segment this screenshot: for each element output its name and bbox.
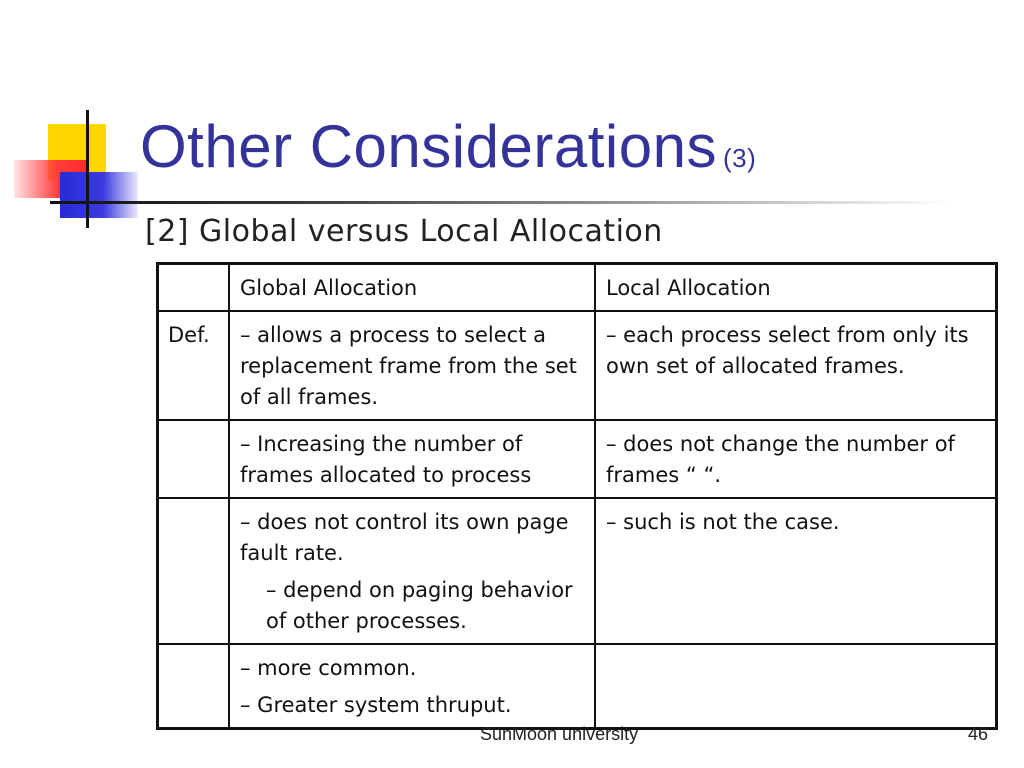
local-cell: [595, 498, 997, 644]
cell-text: – Increasing the number of frames allocated to process: [240, 432, 532, 487]
cell-text: – does not change the number of frames “ “.: [606, 432, 955, 487]
table-row: [158, 644, 997, 729]
local-cell: [595, 311, 997, 420]
table-row: [158, 498, 997, 644]
logo-blue-square: [60, 172, 138, 218]
header-cell-local: Local Allocation: [595, 264, 997, 312]
footer-organization: SunMoon university: [480, 724, 639, 744]
row-label-cell: [158, 644, 230, 729]
global-cell: [229, 311, 595, 420]
logo-vertical-line: [86, 110, 89, 228]
row-label-cell: Def.: [158, 311, 230, 420]
global-cell: [229, 498, 595, 644]
cell-text-indented: – depend on paging behavior of other processes.: [266, 578, 573, 633]
global-cell: [229, 420, 595, 498]
cell-text: – allows a process to select a replacement frame from the set of all frames.: [240, 323, 577, 409]
slide-logo-decoration: [0, 0, 160, 240]
row-label-cell: [158, 498, 230, 644]
table-row: [158, 311, 997, 420]
title-underline: [50, 201, 950, 204]
header-cell-empty: [158, 264, 230, 312]
cell-text: – Greater system thruput.: [240, 693, 512, 717]
header-cell-global: Global Allocation: [229, 264, 595, 312]
slide-title: [140, 112, 756, 181]
global-cell: [229, 644, 595, 729]
allocation-table: [156, 262, 998, 730]
table-header-row: [158, 264, 997, 312]
slide-title-text: Other Considerations: [140, 113, 717, 180]
row-label-cell: [158, 420, 230, 498]
local-cell: [595, 420, 997, 498]
cell-text: – each process select from only its own set of allocated frames.: [606, 323, 969, 378]
local-cell: [595, 644, 997, 729]
cell-text: – more common.: [240, 656, 417, 680]
cell-text: – such is not the case.: [606, 510, 840, 534]
slide-title-number: (3): [722, 143, 757, 173]
cell-text: – does not control its own page fault rate.: [240, 510, 569, 565]
table-row: [158, 420, 997, 498]
footer-page-number: 46: [968, 724, 989, 744]
slide-subtitle: [2] Global versus Local Allocation: [145, 214, 663, 249]
